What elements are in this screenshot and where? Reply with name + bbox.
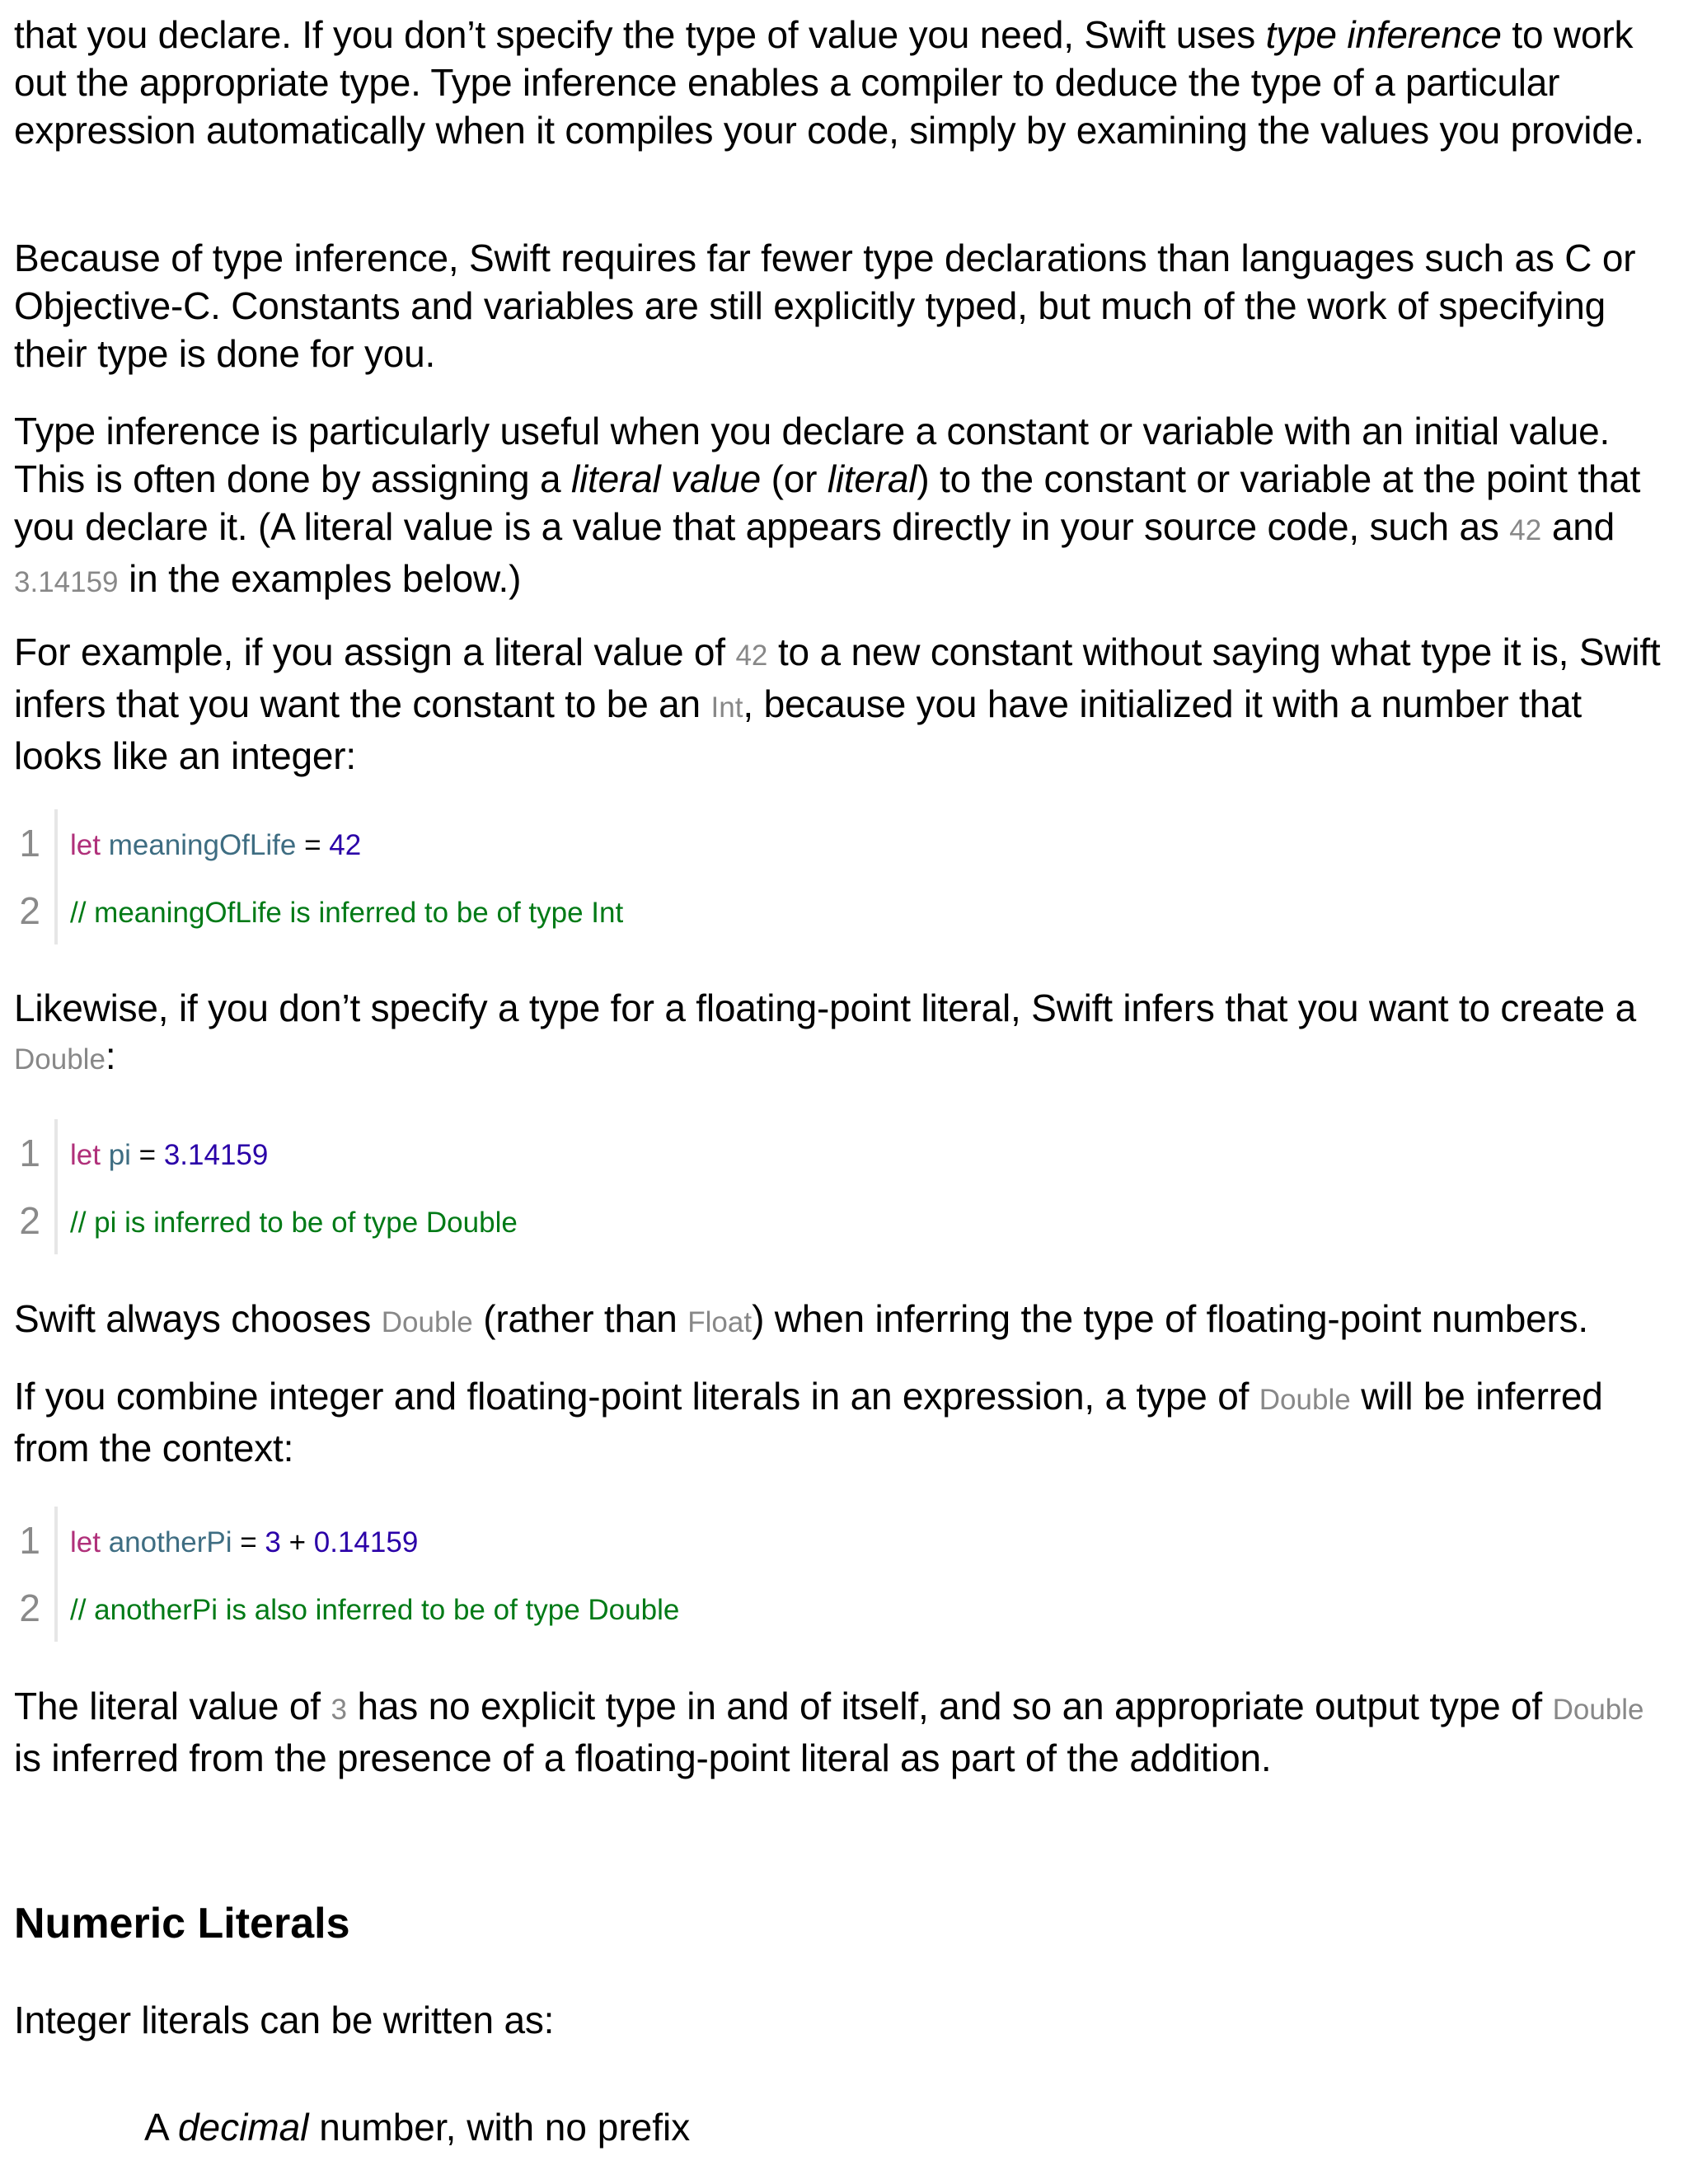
line-number: 1 [19, 1132, 40, 1174]
inline-code: Double [381, 1306, 473, 1338]
emphasis: decimal [177, 2106, 309, 2149]
operator: = [296, 829, 330, 861]
code-block-another-pi [19, 1507, 1688, 1642]
text: is inferred from the presence of a floating-point literal as part of the addition. [14, 1736, 1272, 1779]
number-literal: 42 [329, 829, 362, 861]
text: has no explicit type in and of itself, and so an appropriate output type of [346, 1685, 1553, 1727]
line-number: 1 [19, 1519, 40, 1562]
text: (rather than [472, 1297, 688, 1340]
emphasis: literal value [570, 457, 762, 500]
emphasis: literal [827, 457, 917, 500]
text: If you combine integer and floating-point literals in an expression, a type of [14, 1375, 1259, 1418]
list-item-decimal [144, 2103, 690, 2151]
text: will be inferred from the context: [14, 1375, 1603, 1469]
code-line [19, 809, 1688, 877]
keyword: let [70, 829, 101, 861]
identifier: pi [108, 1139, 131, 1171]
paragraph-double-example [14, 984, 1679, 1084]
identifier: meaningOfLife [108, 829, 297, 861]
code-text [70, 827, 361, 864]
code-line [19, 1187, 1688, 1254]
text: Type inference is particularly useful when you declare a constant or variable with an initial value. This is often done by assigning a [14, 410, 1611, 500]
operator: + [280, 1526, 314, 1558]
text: to a new constant without saying what type it is, Swift infers that you want the constant to be an [14, 630, 1661, 725]
text: Swift always chooses [14, 1297, 382, 1340]
keyword: let [70, 1139, 101, 1171]
inline-code: Double [14, 1043, 106, 1076]
paragraph-combine-literals [14, 1372, 1679, 1472]
text: that you declare. If you don’t specify the type of value you need, Swift uses [14, 13, 1266, 56]
number-literal: 3.14159 [163, 1139, 269, 1171]
code-comment: // pi is inferred to be of type Double [70, 1207, 518, 1239]
text: number, with no prefix [308, 2106, 691, 2149]
code-line [19, 1507, 1688, 1574]
code-comment: // meaningOfLife is inferred to be of type Int [70, 897, 624, 929]
text: Likewise, if you don’t specify a type for a floating-point literal, Swift infers that you want to create a [14, 987, 1637, 1029]
inline-code: 42 [1509, 514, 1542, 546]
paragraph-int-example [14, 628, 1679, 780]
text: ) to the constant or variable at the point that you declare it. (A literal value is a value that appears directly in your source code, such as [14, 457, 1641, 548]
text: A [144, 2106, 178, 2149]
inline-code: Double [1552, 1694, 1644, 1726]
text: and [1541, 505, 1615, 548]
text: Integer literals can be written as: [14, 1999, 555, 2041]
keyword: let [70, 1526, 101, 1558]
identifier: anotherPi [108, 1526, 232, 1558]
code-line [19, 1119, 1688, 1187]
line-number: 2 [19, 889, 40, 932]
inline-code: Float [687, 1306, 753, 1338]
text: The literal value of [14, 1685, 331, 1727]
paragraph-integer-literals [14, 1996, 1679, 2044]
inline-code: Int [710, 691, 743, 724]
paragraph-literal-values [14, 407, 1679, 607]
paragraph-type-inference-intro [14, 11, 1679, 154]
emphasis: type inference [1265, 13, 1502, 56]
code-block-pi [19, 1119, 1688, 1254]
paragraph-always-double [14, 1295, 1679, 1347]
operator: = [232, 1526, 265, 1558]
inline-code: 3 [331, 1694, 347, 1726]
number-literal: 0.14159 [313, 1526, 419, 1558]
line-number: 1 [19, 822, 40, 865]
line-number: 2 [19, 1199, 40, 1242]
code-text [70, 1525, 418, 1561]
code-line [19, 877, 1688, 944]
inline-code: 42 [735, 640, 768, 672]
code-text [70, 1137, 268, 1174]
number-literal: 3 [265, 1526, 281, 1558]
paragraph-fewer-declarations [14, 234, 1679, 377]
text: to work out the appropriate type. Type inference enables a compiler to deduce the type of a particular expression automatically when it compiles your code, simply by examining the values you provide. [14, 13, 1644, 152]
text: (or [761, 457, 828, 500]
text: in the examples below.) [118, 557, 522, 600]
code-block-meaning-of-life [19, 809, 1688, 944]
text: , because you have initialized it with a number that looks like an integer: [14, 682, 1582, 777]
text: ) when inferring the type of floating-point numbers. [752, 1297, 1589, 1340]
text: Because of type inference, Swift requires far fewer type declarations than languages such as C or Objective-C. Constants and variables are still explicitly typed, but much of the work of specifying their type is done for you. [14, 237, 1636, 375]
code-comment: // anotherPi is also inferred to be of type Double [70, 1594, 680, 1626]
inline-code: 3.14159 [14, 566, 119, 598]
operator: = [130, 1139, 164, 1171]
line-number: 2 [19, 1586, 40, 1629]
paragraph-literal-three [14, 1682, 1679, 1782]
text: For example, if you assign a literal value of [14, 630, 736, 673]
code-line [19, 1574, 1688, 1642]
inline-code: Double [1259, 1384, 1351, 1416]
section-heading-numeric-literals: Numeric Literals [14, 1900, 350, 1947]
text: : [105, 1034, 116, 1077]
